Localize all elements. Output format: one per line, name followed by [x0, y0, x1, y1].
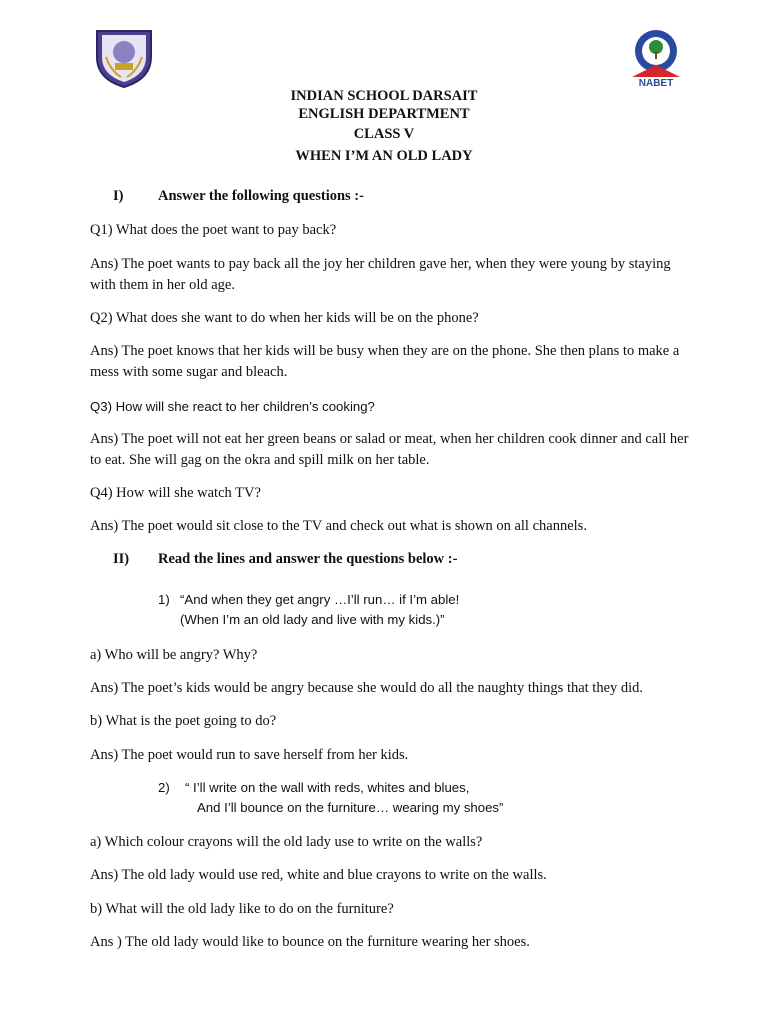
sub-answer-1a: Ans) The poet’s kids would be angry because she would do all the naughty things that they did. [90, 680, 644, 696]
sub-answer-2b: Ans ) The old lady would like to bounce on the furniture wearing her shoes. [90, 934, 530, 950]
class-name: CLASS V [353, 126, 415, 142]
sub-answer-2a: Ans) The old lady would use red, white and blue crayons to write on the walls. [90, 867, 547, 883]
section-number: I) [113, 188, 124, 204]
sub-question-1b: b) What is the poet going to do? [90, 713, 277, 729]
section-number: II) [113, 551, 130, 567]
question-3: Q3) How will she react to her children’s cooking? [90, 399, 375, 414]
answer-4: Ans) The poet would sit close to the TV and check out what is shown on all channels. [90, 518, 587, 534]
page-title: WHEN I’M AN OLD LADY [295, 148, 473, 164]
question-4: Q4) How will she watch TV? [90, 485, 261, 501]
nabet-logo [622, 27, 690, 89]
quote-line: “And when they get angry …I’ll run… if I’m able! [180, 592, 460, 607]
answer-3: Ans) The poet will not eat her green beans or salad or meat, when her children cook dinner and call her to eat. She will gag on the okra and spill milk on her table. [90, 431, 689, 468]
quote-number: 1) [158, 592, 170, 607]
school-name: INDIAN SCHOOL DARSAIT [290, 88, 478, 104]
nabet-text: NABET [638, 78, 674, 89]
section-title: Answer the following questions :- [158, 188, 364, 204]
sub-question-2a: a) Which colour crayons will the old lady use to write on the walls? [90, 834, 483, 850]
school-crest-icon [91, 27, 157, 89]
section-title: Read the lines and answer the questions below :- [158, 551, 458, 567]
quote-line: (When I’m an old lady and live with my kids.)” [180, 612, 445, 627]
quote-line: “ I’ll write on the wall with reds, whites and blues, [185, 780, 470, 795]
quote-number: 2) [158, 780, 170, 795]
answer-2: Ans) The poet knows that her kids will be busy when they are on the phone. She then plans to make a mess with some sugar and bleach. [90, 343, 680, 380]
question-2: Q2) What does she want to do when her kids will be on the phone? [90, 310, 479, 326]
sub-answer-1b: Ans) The poet would run to save herself from her kids. [90, 747, 409, 763]
answer-1: Ans) The poet wants to pay back all the joy her children gave her, when they were young by staying with them in her old age. [90, 256, 671, 293]
school-crest-logo [91, 27, 157, 89]
quote-line: And I’ll bounce on the furniture… wearing my shoes” [197, 800, 504, 815]
sub-question-1a: a) Who will be angry? Why? [90, 647, 258, 663]
department-name: ENGLISH DEPARTMENT [298, 106, 470, 122]
sub-question-2b: b) What will the old lady like to do on the furniture? [90, 901, 394, 917]
question-1: Q1) What does the poet want to pay back? [90, 222, 337, 238]
nabet-seal-icon [622, 27, 690, 89]
